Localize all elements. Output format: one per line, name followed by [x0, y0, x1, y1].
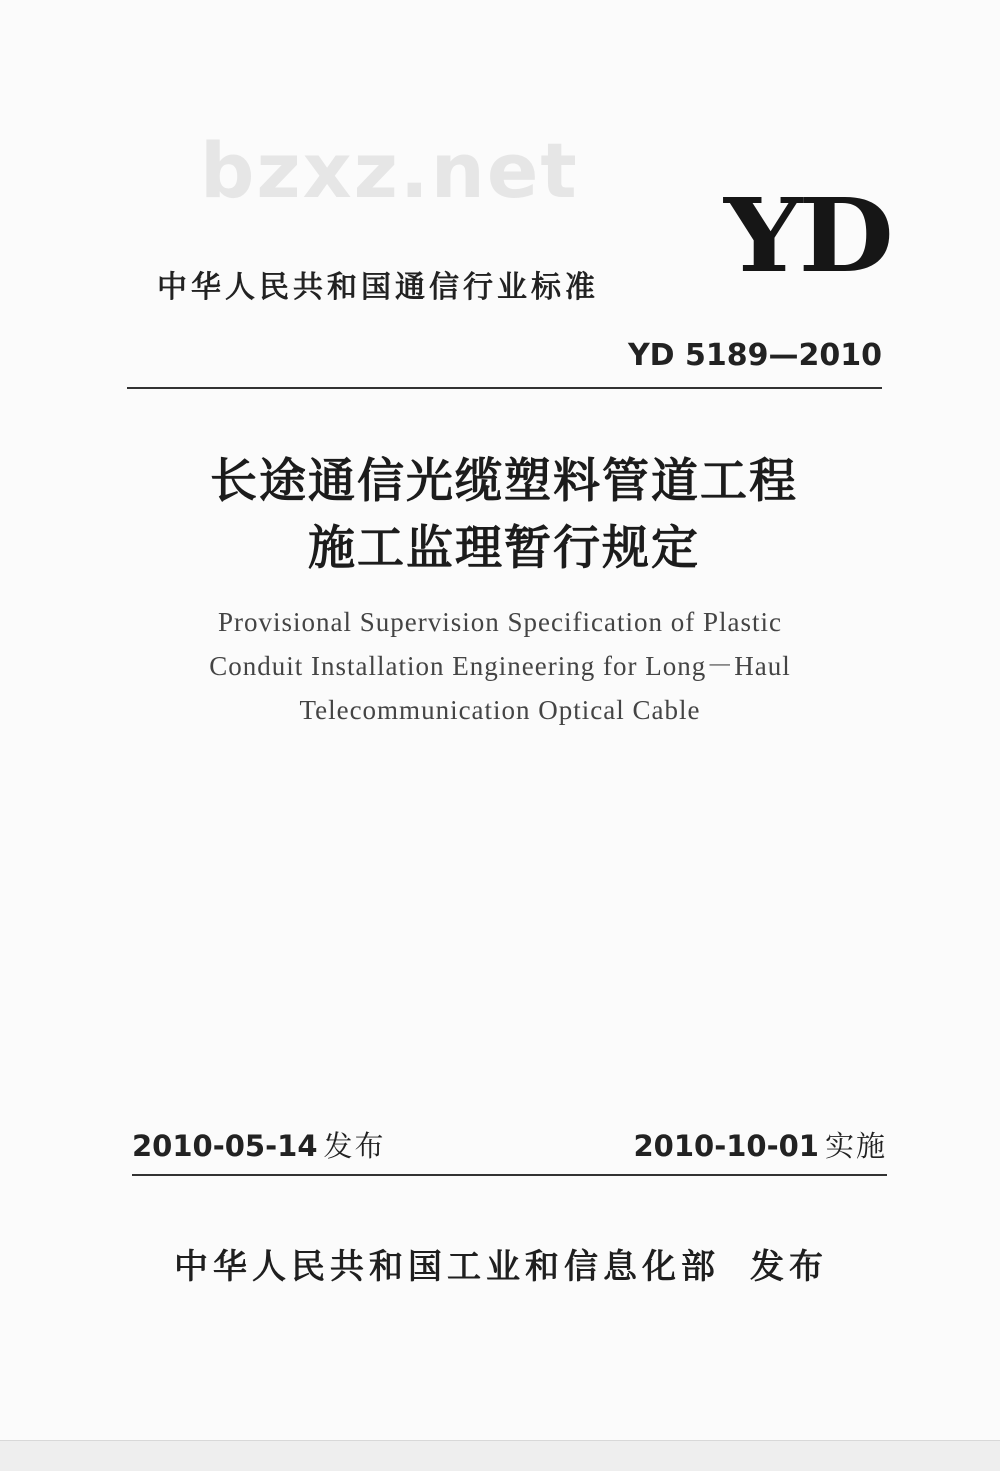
- industry-standard-heading: 中华人民共和国通信行业标准: [157, 270, 599, 305]
- publisher-line: [174, 1239, 828, 1288]
- english-title-line-1: Provisional Supervision Specification of Plastic: [218, 607, 782, 637]
- bottom-divider: [132, 1174, 887, 1176]
- watermark: bzxz.net: [200, 126, 579, 215]
- implement-label: 实施: [824, 1129, 887, 1163]
- issue-date: 2010-05-14: [132, 1129, 318, 1163]
- dates-row: [132, 1124, 887, 1168]
- english-title-line-3: Telecommunication Optical Cable: [299, 695, 701, 725]
- title-line-1: 长途通信光缆塑料管道工程: [210, 454, 798, 509]
- page-footer-strip: [0, 1440, 1000, 1471]
- top-divider: [127, 387, 882, 389]
- implement-date: 2010-10-01: [633, 1129, 819, 1163]
- implement-date-block: [633, 1124, 887, 1165]
- standard-code: YD 5189—2010: [627, 338, 882, 373]
- footer-divider: [0, 1440, 1000, 1441]
- publisher-label: 发布: [750, 1247, 828, 1287]
- issue-label: 发布: [323, 1129, 386, 1163]
- issue-date-block: [132, 1124, 386, 1165]
- title-line-2: 施工监理暂行规定: [308, 521, 700, 576]
- english-title: [0, 600, 1000, 732]
- document-title: [0, 448, 1000, 582]
- english-title-line-2: Conduit Installation Engineering for Long－Haul: [209, 651, 791, 681]
- yd-logo: YD: [724, 176, 890, 295]
- publisher-name: 中华人民共和国工业和信息化部: [174, 1247, 720, 1287]
